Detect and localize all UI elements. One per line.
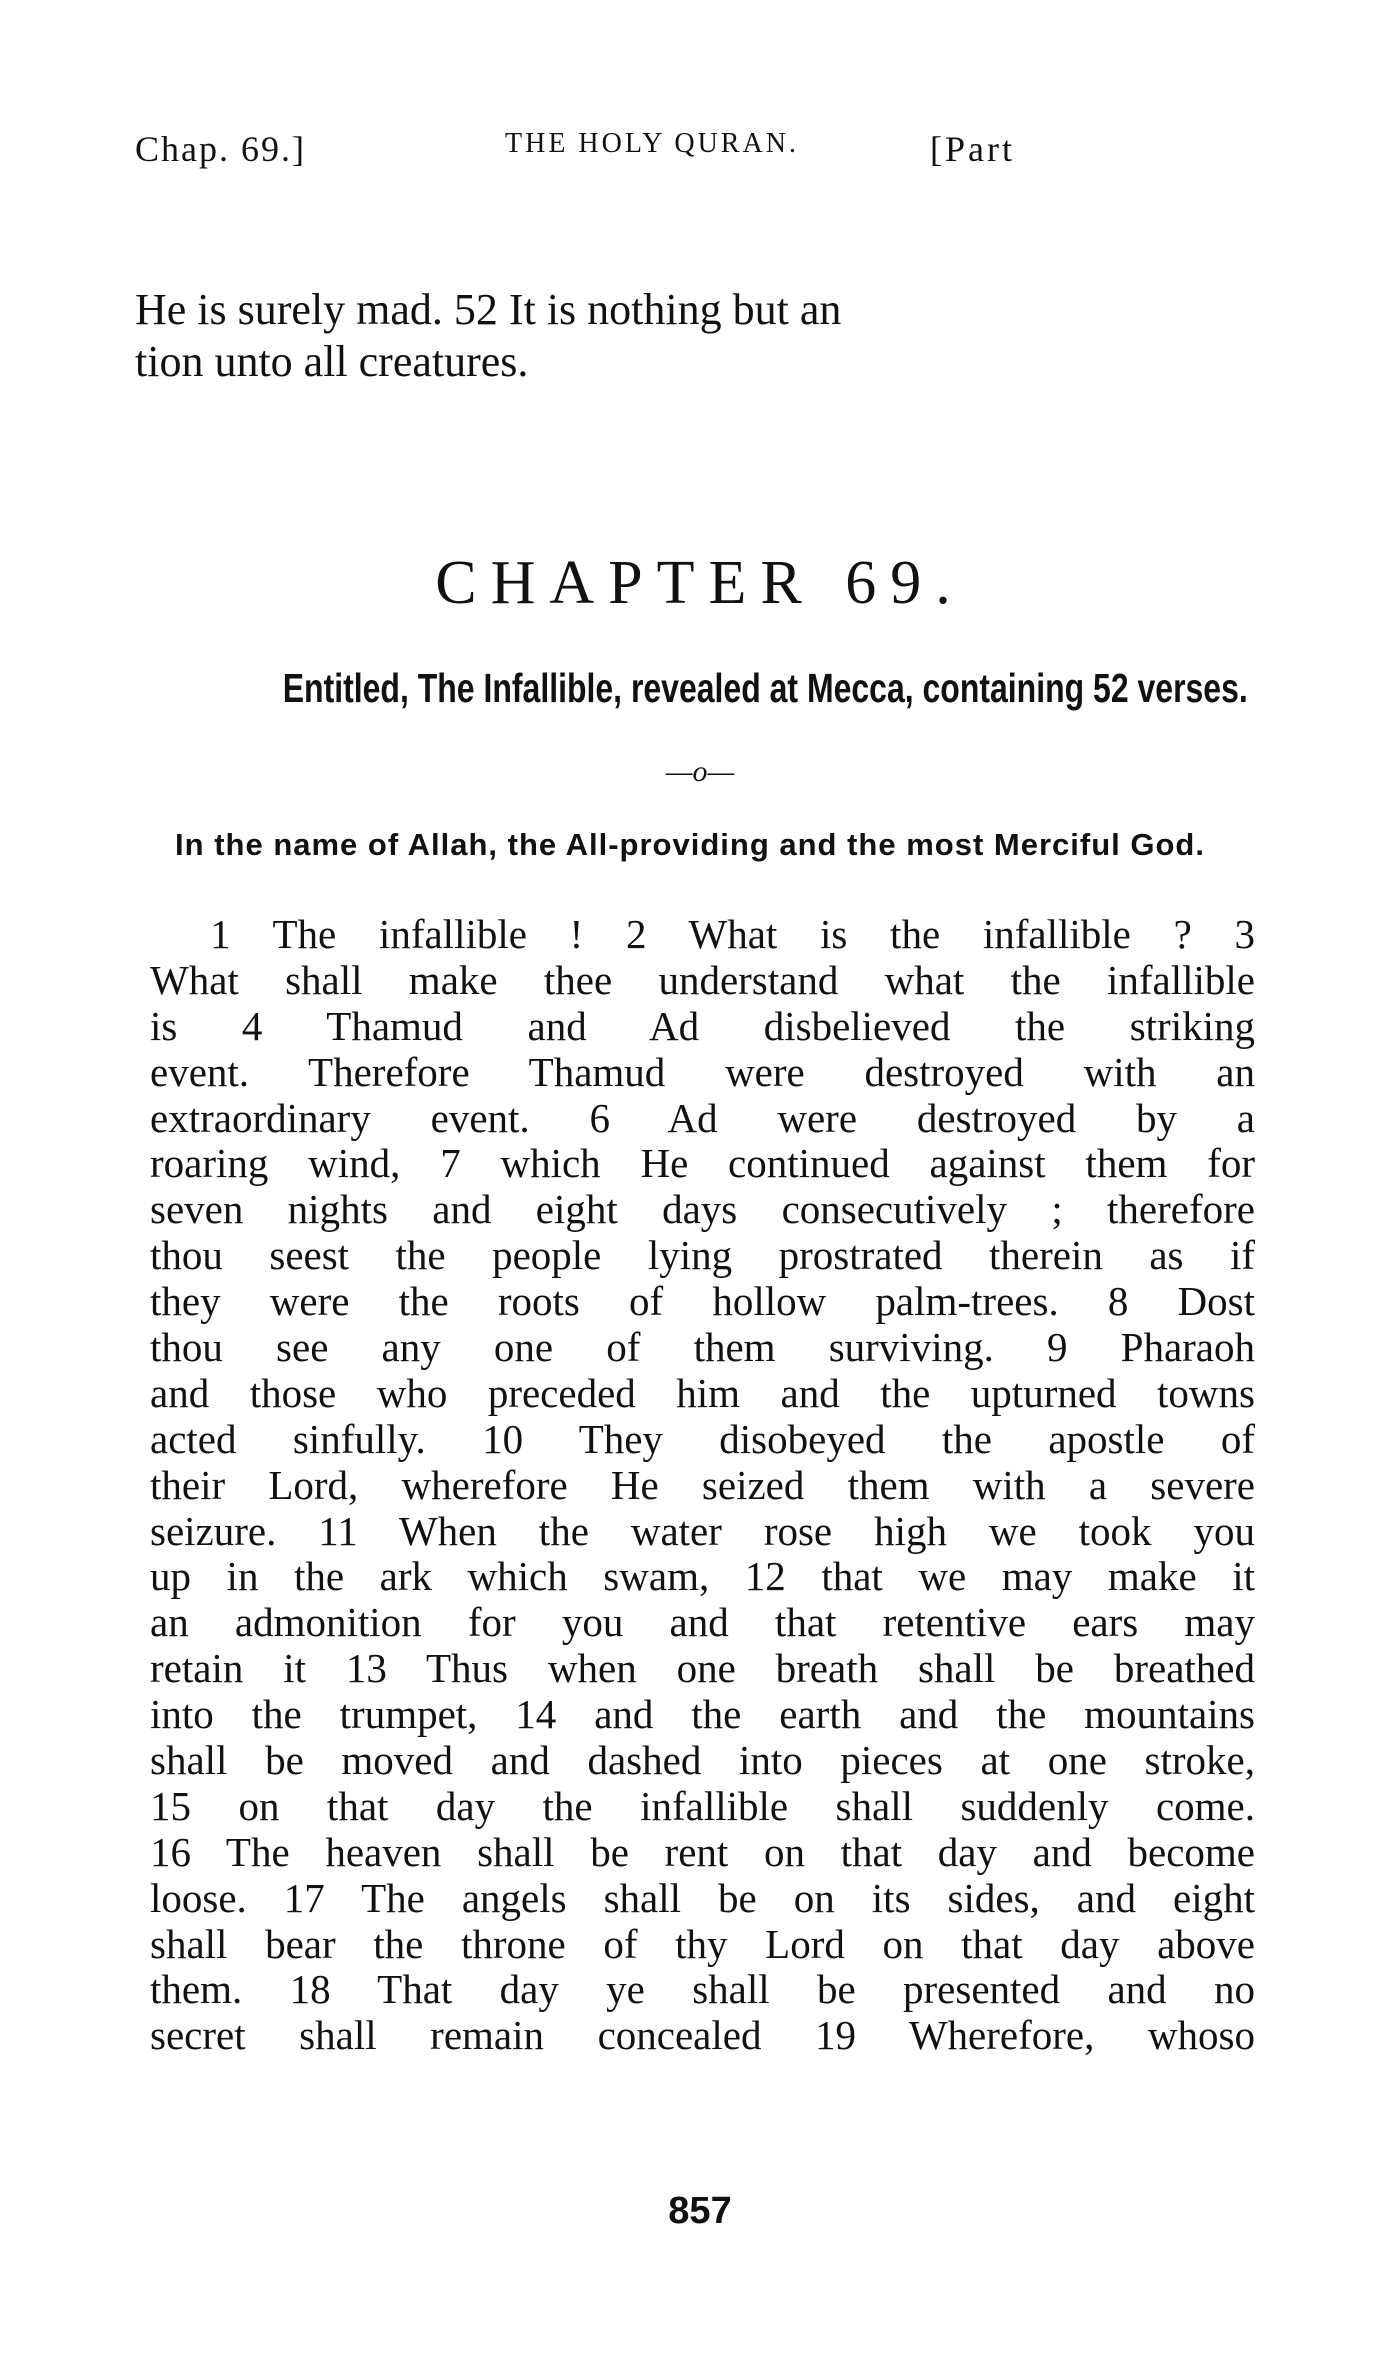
verse-line: loose. 17 The angels shall be on its sides, and eight bbox=[150, 1874, 1255, 1921]
running-head bbox=[135, 128, 1235, 178]
running-head-book-title: THE HOLY QURAN. bbox=[505, 128, 799, 159]
verse-line: acted sinfully. 10 They disobeyed the apostle of bbox=[150, 1415, 1255, 1462]
verse-line: 16 The heaven shall be rent on that day and become bbox=[150, 1828, 1255, 1875]
running-head-part: [Part bbox=[930, 129, 1015, 169]
chapter-subtitle: Entitled, The Infallible, revealed at Mecca, containing 52 verses. bbox=[282, 665, 1248, 711]
verse-line: them. 18 That day ye shall be presented and no bbox=[150, 1966, 1255, 2013]
verse-line: roaring wind, 7 which He continued against them for bbox=[150, 1140, 1255, 1187]
previous-text-line: He is surely mad. 52 It is nothing but an bbox=[135, 285, 842, 334]
verse-line: their Lord, wherefore He seized them with a severe bbox=[150, 1461, 1255, 1508]
invocation: In the name of Allah, the All-providing and the most Merciful God. bbox=[175, 827, 1205, 862]
page-number: 857 bbox=[668, 2190, 732, 2232]
previous-text-line: tion unto all creatures. bbox=[135, 337, 529, 386]
running-head-chapter: Chap. 69.] bbox=[135, 129, 306, 169]
verse-line: seven nights and eight days consecutively ; therefore bbox=[150, 1186, 1255, 1233]
verse-line: an admonition for you and that retentive ears may bbox=[150, 1599, 1255, 1646]
verse-line: up in the ark which swam, 12 that we may make it bbox=[150, 1553, 1255, 1600]
verse-line: 1 The infallible ! 2 What is the infallible ? 3 bbox=[210, 911, 1255, 957]
verse-line: event. Therefore Thamud were destroyed with an bbox=[150, 1048, 1255, 1095]
chapter-title: CHAPTER 69. bbox=[435, 549, 965, 617]
verse-line: into the trumpet, 14 and the earth and the mountains bbox=[150, 1691, 1255, 1738]
verse-line: What shall make thee understand what the infallible bbox=[150, 956, 1255, 1003]
verse-line: thou see any one of them surviving. 9 Pharaoh bbox=[150, 1324, 1255, 1371]
verse-line: secret shall remain concealed 19 Wherefore, whoso bbox=[150, 2012, 1255, 2059]
verse-line: 15 on that day the infallible shall suddenly come. bbox=[150, 1782, 1255, 1829]
verse-line: extraordinary event. 6 Ad were destroyed by a bbox=[150, 1094, 1255, 1141]
verse-line: shall bear the throne of thy Lord on that day above bbox=[150, 1920, 1255, 1967]
verse-line: seizure. 11 When the water rose high we took you bbox=[150, 1507, 1255, 1554]
verse-line: is 4 Thamud and Ad disbelieved the striking bbox=[150, 1002, 1255, 1049]
verse-line: retain it 13 Thus when one breath shall be breathed bbox=[150, 1645, 1255, 1692]
verse-line: they were the roots of hollow palm-trees. 8 Dost bbox=[150, 1278, 1255, 1325]
separator-ornament: —o— bbox=[665, 755, 735, 788]
previous-chapter-text bbox=[135, 284, 1255, 388]
verse-body bbox=[150, 912, 1255, 2059]
verse-line: and those who preceded him and the upturned towns bbox=[150, 1369, 1255, 1416]
verse-line: thou seest the people lying prostrated therein as if bbox=[150, 1232, 1255, 1279]
verse-line: shall be moved and dashed into pieces at one stroke, bbox=[150, 1737, 1255, 1784]
